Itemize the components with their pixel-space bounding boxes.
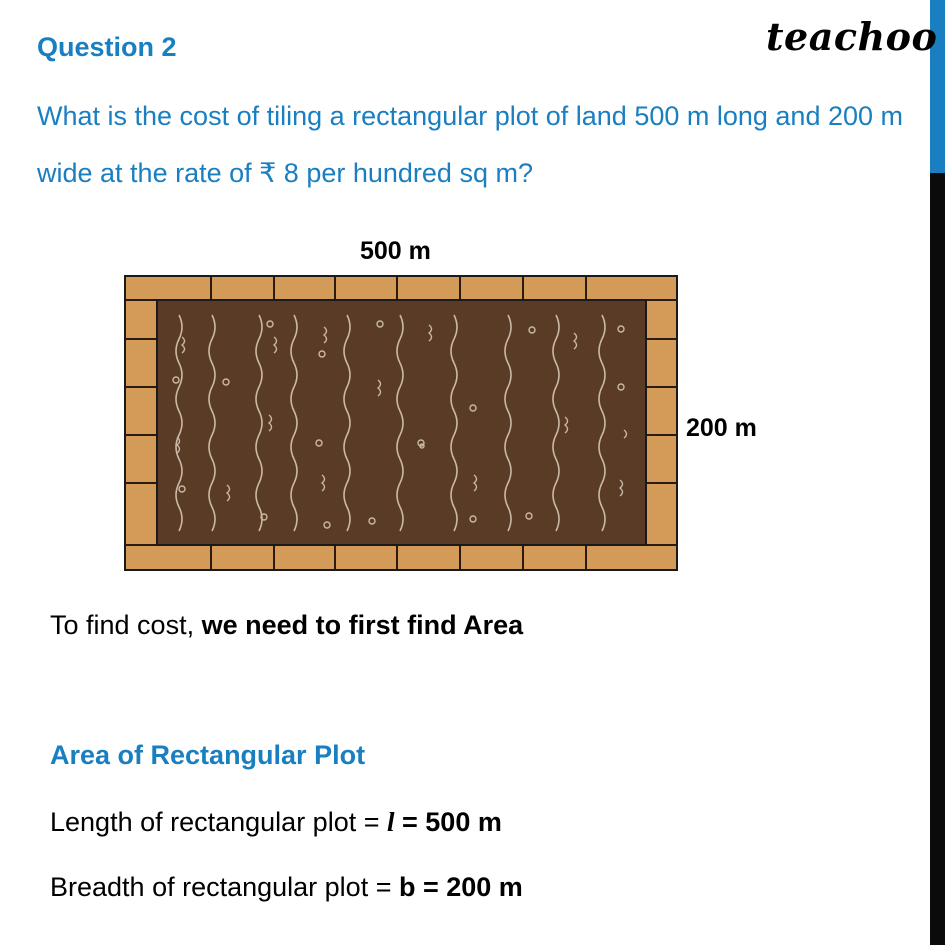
length-dimension-label: 500 m — [360, 237, 431, 265]
length-prefix: Length of rectangular plot = — [50, 807, 387, 837]
length-value: = 500 m — [394, 807, 502, 837]
intro-line — [50, 610, 523, 641]
intro-plain: To find cost, — [50, 610, 202, 640]
right-dark-bar — [930, 173, 945, 945]
length-symbol: l — [387, 807, 395, 837]
breadth-prefix: Breadth of rectangular plot = — [50, 872, 399, 902]
rectangular-plot-illustration — [124, 275, 679, 572]
breadth-line — [50, 872, 523, 903]
breadth-value: b = 200 m — [398, 872, 523, 902]
question-title: Question 2 — [37, 32, 177, 62]
area-heading: Area of Rectangular Plot — [50, 740, 366, 770]
intro-bold: we need to first find Area — [201, 610, 524, 640]
length-line — [50, 807, 502, 838]
teachoo-logo: teachoo — [766, 14, 938, 59]
breadth-dimension-label: 200 m — [686, 414, 757, 442]
question-text: What is the cost of tiling a rectangular plot of land 500 m long and 200 m wide at the rate of ₹ 8 per hundred sq m? — [37, 101, 904, 188]
